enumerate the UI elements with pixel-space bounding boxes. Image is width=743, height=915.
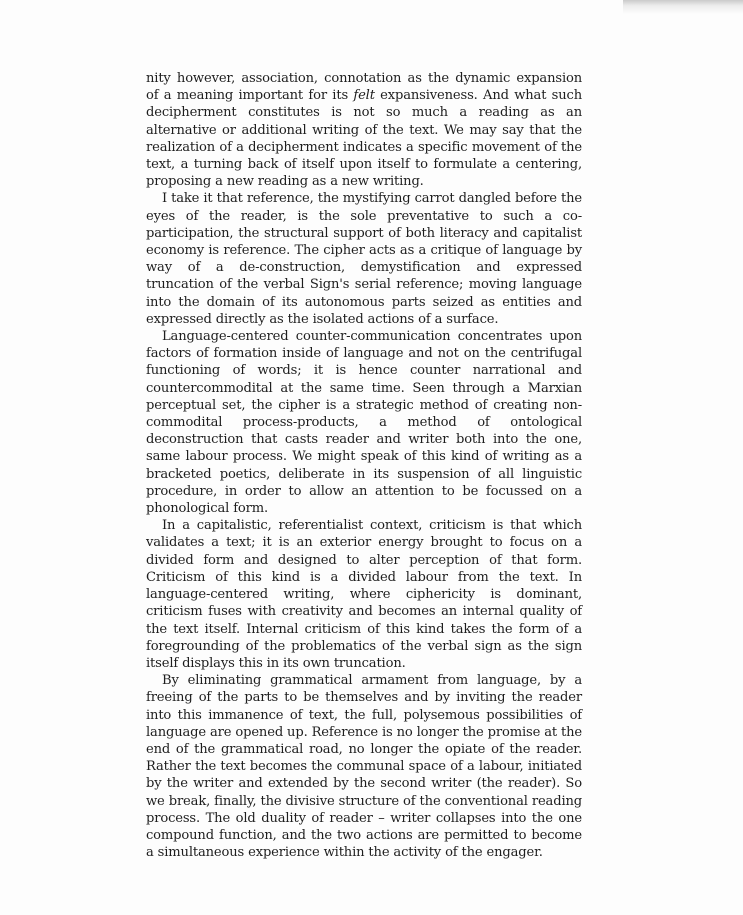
emphasized-word: felt	[353, 88, 375, 104]
paragraph-4: In a capitalistic, referentialist context, criticism is that which validates a text; it is an exterior energy brought to focus on a divided form and designed to alter perception of that form. Criticism of this kind is a divided labour from the text. In language-centered writing, where ciphericity is dominant, criticism fuses with creativity and becomes an internal quality of the text itself. Internal criticism of this kind takes the form of a foregrounding of the problematics of the verbal sign as the sign itself displays this in its own truncation.	[146, 518, 582, 671]
page-edge-shadow	[623, 0, 743, 14]
paragraph-1: nity however, association, connotation as the dynamic expansion of a meaning important for its felt expansiveness. And what such decipherment constitutes is not so much a reading as an alternative or additional writing of the text. We may say that the realization of a decipherment indicates a specific movement of the text, a turning back of itself upon itself to formulate a centering, proposing a new reading as a new writing.	[146, 71, 582, 190]
paragraph-2: I take it that reference, the mystifying carrot dangled before the eyes of the reader, is the sole preventative to such a co-participation, the structural support of both literacy and capitalist economy is reference. The cipher acts as a critique of language by way of a de-construction, demystification and expressed truncation of the verbal Sign's serial reference; moving language into the domain of its autonomous parts seized as entities and expressed directly as the isolated actions of a surface.	[146, 191, 582, 327]
paragraph-3: Language-centered counter-communication concentrates upon factors of formation inside of language and not on the centrifugal functioning of words; it is hence counter narrational and countercommodital at the same time. Seen through a Marxian perceptual set, the cipher is a strategic method of creating non-commodital process-products, a method of ontological deconstruction that casts reader and writer both into the one, same labour process. We might speak of this kind of writing as a bracketed poetics, deliberate in its suspension of all linguistic procedure, in order to allow an attention to be focussed on a phonological form.	[146, 329, 582, 517]
paragraph-5: By eliminating grammatical armament from language, by a freeing of the parts to be themselves and by inviting the reader into this immanence of text, the full, polysemous possibilities of language are opened up. Reference is no longer the promise at the end of the grammatical road, no longer the opiate of the reader. Rather the text becomes the communal space of a labour, initiated by the writer and extended by the second writer (the reader). So we break, finally, the divisive structure of the conventional reading process. The old duality of reader – writer collapses into the one compound function, and the two actions are permitted to become a simultaneous experience within the activity of the engager.	[146, 673, 582, 861]
body-text	[146, 70, 582, 861]
